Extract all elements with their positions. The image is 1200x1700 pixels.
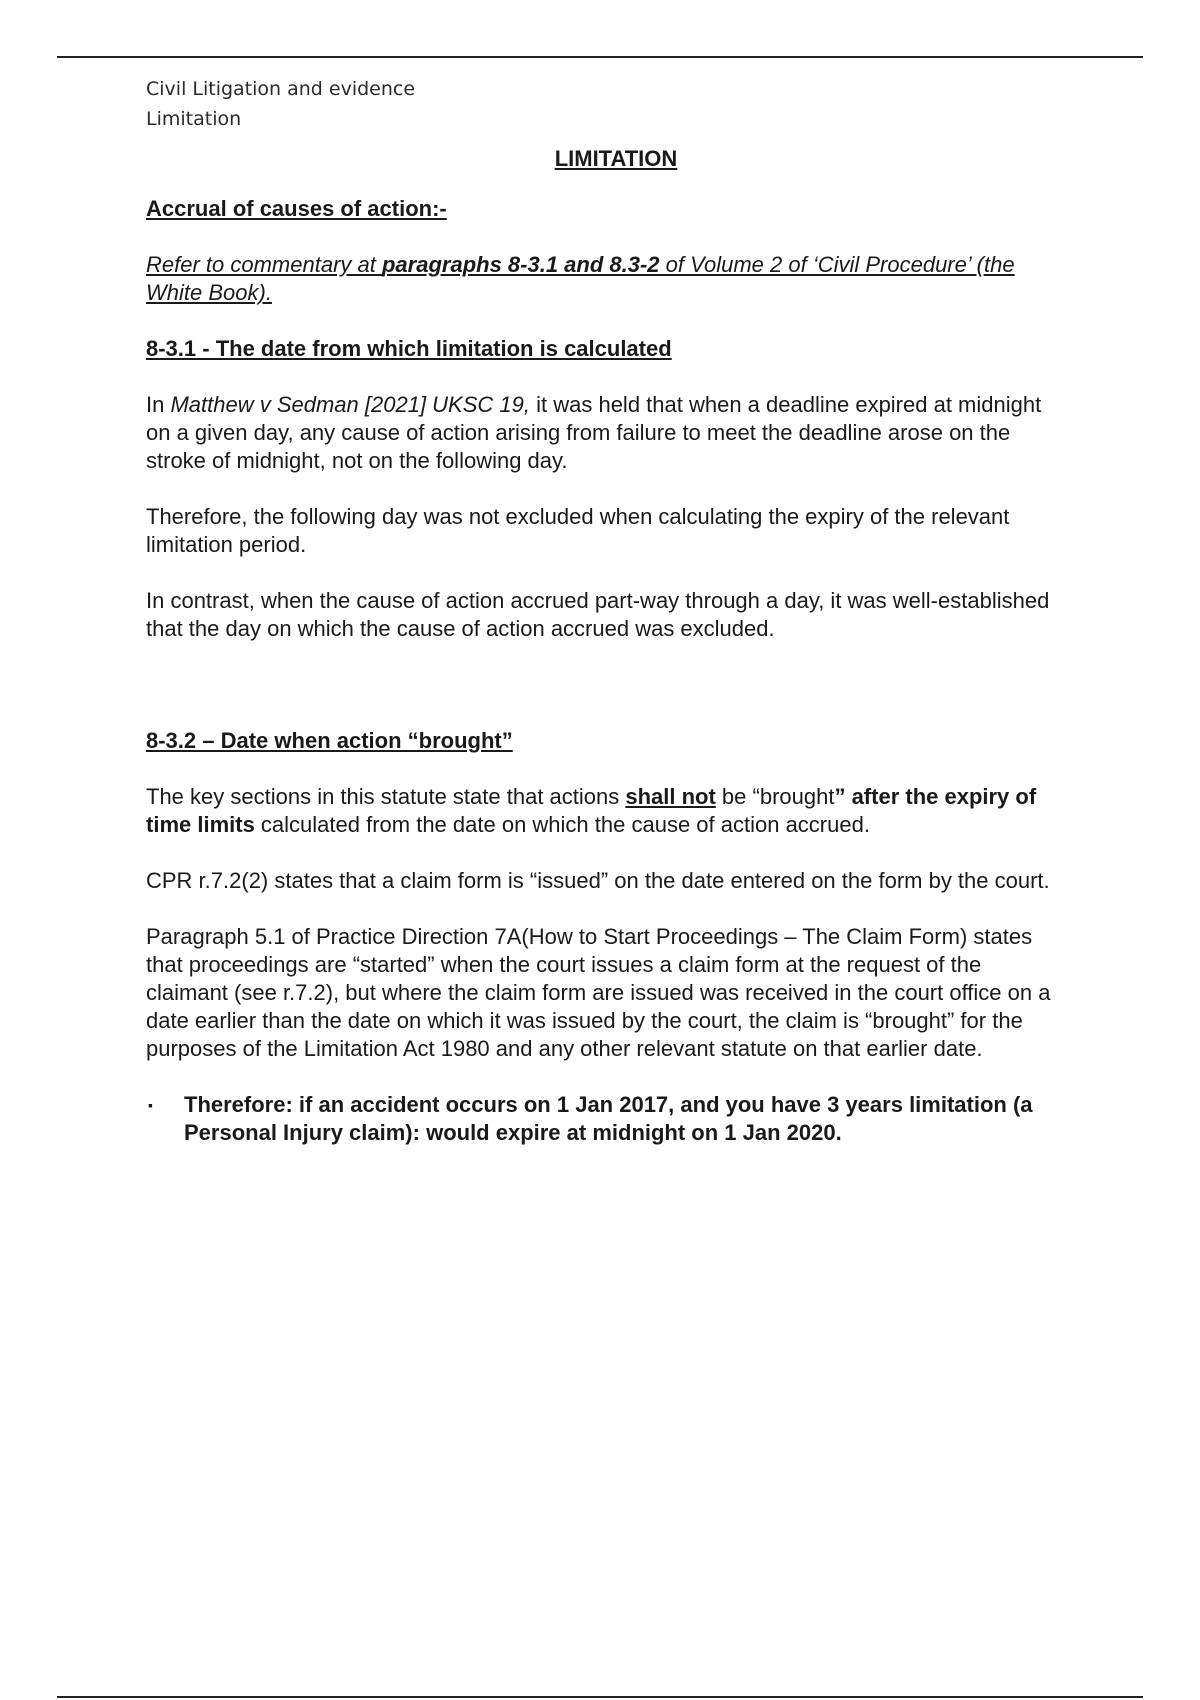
paragraph-practice-direction: Paragraph 5.1 of Practice Direction 7A(How to Start Proceedings – The Claim Form) states that proceedings are “started” when the court issues a claim form at the request of the claimant (see r.7.2), but where the claim form are issued was received in the court office on a date earlier than the date on which it was issued by the court, the claim is “brought” for the purposes of the Limitation Act 1980 and any other relevant statute on that earlier date. [146, 924, 1051, 1061]
p1-e: calculated from the date on which the cause of action accrued. [254, 812, 870, 837]
running-header [146, 74, 415, 134]
p1-a: The key sections in this statute state that actions [146, 784, 626, 809]
paragraph-cpr-7-2: CPR r.7.2(2) states that a claim form is “issued” on the date entered on the form by the court. [146, 868, 1050, 893]
heading-8-3-2: 8-3.2 – Date when action “brought” [146, 728, 513, 753]
ref-pre: Refer to commentary at [146, 252, 382, 277]
header-topic: Limitation [146, 108, 242, 130]
paragraph-matthew-v-sedman [146, 391, 1066, 475]
heading-8-3-1: 8-3.1 - The date from which limitation is calculated [146, 336, 672, 361]
bullet-text: Therefore: if an accident occurs on 1 Jan 2017, and you have 3 years limitation (a Personal Injury claim): would expire at midnight on 1 Jan 2020. [184, 1092, 1033, 1145]
bullet-item [146, 1091, 1066, 1147]
ref-paragraphs: paragraphs 8-3.1 and 8.3-2 [381, 252, 660, 277]
ref-post: of Volume 2 of ‘Civil Procedure’ (the White Book). [146, 252, 1015, 305]
p1-pre: In [146, 392, 171, 417]
header-course: Civil Litigation and evidence [146, 78, 416, 100]
after-expiry-emphasis: ” after the expiry of time limits [146, 784, 1037, 837]
paragraph-therefore: Therefore, the following day was not excluded when calculating the expiry of the relevant limitation period. [146, 504, 1010, 557]
section-spacer [146, 671, 1066, 727]
document-body [146, 145, 1066, 1147]
bullet-icon: ▪ [148, 1097, 153, 1113]
paragraph-key-sections [146, 783, 1066, 839]
bottom-rule [57, 1696, 1143, 1698]
heading-accrual: Accrual of causes of action:- [146, 196, 447, 221]
p1-post: it was held that when a deadline expired at midnight on a given day, any cause of action arising from failure to meet the deadline arose on the stroke of midnight, not on the following day. [146, 392, 1042, 473]
case-citation: Matthew v Sedman [2021] UKSC 19, [170, 392, 530, 417]
top-rule [57, 56, 1143, 58]
white-book-reference [146, 251, 1066, 307]
page-title: LIMITATION [554, 146, 678, 171]
paragraph-in-contrast: In contrast, when the cause of action accrued part-way through a day, it was well-established that the day on which the cause of action accrued was excluded. [146, 588, 1050, 641]
p1-c: be “brought [715, 784, 835, 809]
shall-not-emphasis: shall not [625, 784, 716, 809]
